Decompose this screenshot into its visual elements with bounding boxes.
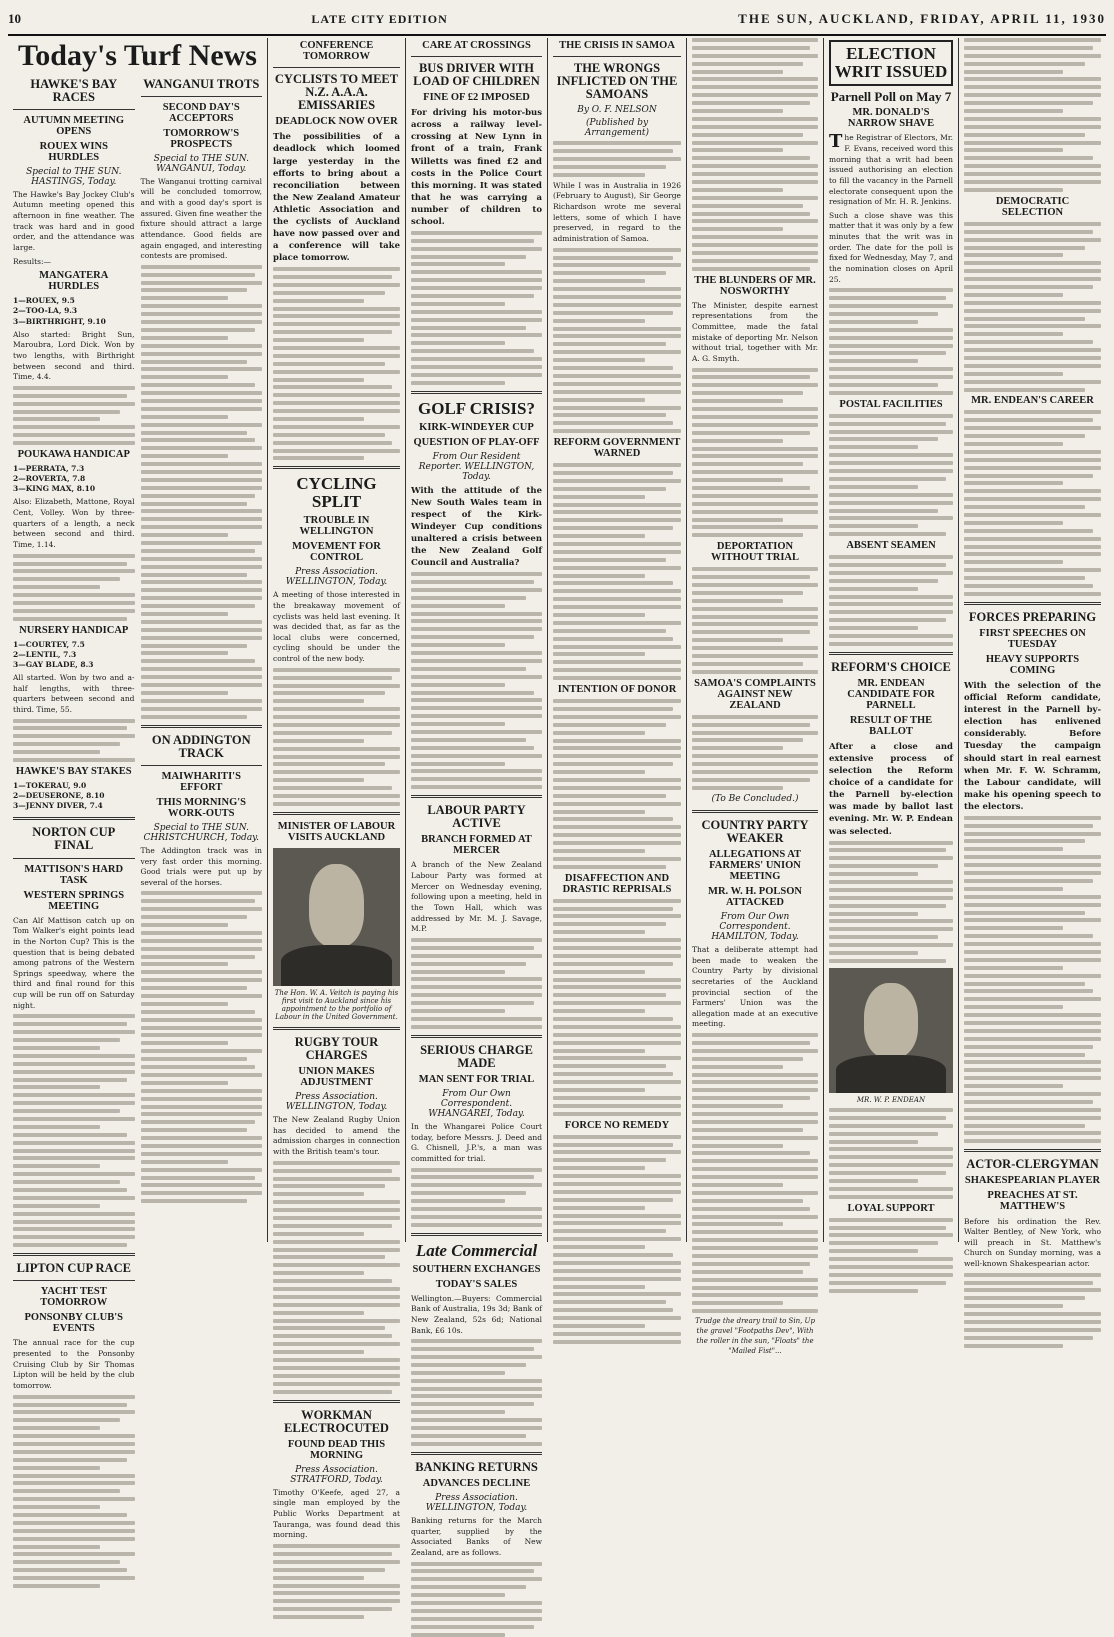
election-section3: MR. ENDEAN'S CAREER — [971, 395, 1094, 407]
serious-dateline: From Our Own Correspondent. WHANGAREI, Today. — [428, 1089, 525, 1120]
stakes-first: 1—TOKERAU, 9.0 — [13, 780, 87, 790]
reform-text-1 — [829, 841, 953, 963]
edition-label: LATE CITY EDITION — [311, 11, 448, 26]
verse: Trudge the dreary trail to Sin, Up the gravel "Footpaths Dev", With the roller in the sun, "Floats" the "Mailed Fist"... — [695, 1317, 815, 1355]
samoa-cont-text-1 — [692, 38, 818, 271]
samoa-text-2 — [553, 463, 681, 680]
serious-sub: MAN SENT FOR TRIAL — [418, 1074, 535, 1085]
election-cont-text-3 — [964, 410, 1101, 595]
samoa-section1: REFORM GOVERNMENT WARNED — [553, 437, 681, 460]
samoa-note: (Published by Arrangement) — [584, 118, 650, 139]
wanganui-title: WANGANUI TROTS — [143, 76, 260, 91]
conference-text — [273, 267, 400, 460]
election-text-2 — [829, 414, 953, 536]
samoa-text-1 — [553, 248, 681, 433]
samoa-section2: INTENTION OF DONOR — [557, 684, 677, 696]
addington-sub2: THIS MORNING'S WORK-OUTS — [156, 796, 247, 819]
turf-column — [8, 38, 268, 1390]
commercial-sub: TODAY'S SALES — [435, 1278, 518, 1290]
actor-sub: SHAKESPEARIAN PLAYER — [964, 1175, 1101, 1187]
norton-body: Can Alf Mattison catch up on Tom Walker's eight points lead in the Norton Cup? This is the question that is being debated among patrons of the Western Springs speedway, where the third and final round for this cup will be run off on Saturday night. — [13, 915, 135, 1010]
country-body: That a deliberate attempt had been made to weaken the Country Party by divisional secretaries of the Auckland provincial section of the Farmers' Union was the allegation made at an executive meeting. — [692, 944, 818, 1029]
conference-sub: DEADLOCK NOW OVER — [275, 116, 398, 128]
race2-title: POUKAWA HANDICAP — [17, 449, 130, 461]
banking-body: Banking returns for the March quarter, supplied by the Associated Banks of New Zealand, are as follows. — [411, 1515, 542, 1557]
samoa-kicker: THE CRISIS IN SAMOA — [559, 40, 675, 51]
lipton-sub2: PONSONBY CLUB'S EVENTS — [24, 1312, 123, 1335]
labour-sub: BRANCH FORMED AT MERCER — [421, 834, 532, 857]
samoa-section3: DISAFFECTION AND DRASTIC REPRISALS — [562, 872, 672, 895]
crossings-text — [411, 231, 542, 385]
paper-title: THE SUN, AUCKLAND, FRIDAY, APRIL 11, 1930 — [738, 11, 1106, 26]
workman-text — [273, 1544, 400, 1619]
cycling-text — [273, 668, 400, 806]
election-text-1 — [829, 288, 953, 395]
rugby-body: The New Zealand Rugby Union has decided to amend the admission charges in connection with the British team's tour. — [273, 1115, 400, 1157]
reform-sub: MR. ENDEAN CANDIDATE FOR PARNELL — [847, 678, 935, 712]
cycling-body: A meeting of those interested in the breakaway movement of cyclists was held last evening. It was decided that, as far as the local clubs were concerned, cycling should be under the control of the new body. — [273, 590, 400, 664]
addington-title: ON ADDINGTON TRACK — [151, 732, 251, 760]
election-body2: Such a close shave was this matter that it was only by a few minutes that the writ was in order. The date for the poll is fixed for Wednesday, May 7, and the nomination closes on April 25. — [829, 210, 953, 284]
reform-section1: LOYAL SUPPORT — [847, 1202, 935, 1214]
banking-title: BANKING RETURNS — [415, 1459, 538, 1474]
nursery-note: All started. Won by two and a-half lengths, with three-quarters between second and third. Time, 55. — [13, 673, 135, 714]
actor-title: ACTOR-CLERGYMAN — [966, 1157, 1099, 1172]
samoa-cont-body: The Minister, despite earnest representations from the Committee, made the fatal mistake of deporting Mr. Nelson without trial, together with Mr. A. G. Smyth. — [692, 300, 818, 363]
stakes-second: 2—DEUSERONE, 8.10 — [13, 791, 105, 801]
election-cont-text-1 — [964, 38, 1101, 192]
nursery-places — [13, 640, 135, 670]
wanganui-body: The Wanganui trotting carnival will be concluded tomorrow, and with a good day's sport is assured. Given fine weather the fixture should attract a large attendance. Good fields are again engaged, and interesting contests are promised. — [140, 176, 262, 261]
forces-text — [964, 816, 1101, 1144]
stakes-title: HAWKE'S BAY STAKES — [15, 765, 132, 777]
commercial-title: SOUTHERN EXCHANGES — [412, 1263, 541, 1275]
norton-sub2: WESTERN SPRINGS MEETING — [23, 889, 125, 912]
election-text-3 — [829, 555, 953, 646]
commercial-body: Wellington.—Buyers: Commercial Bank of Australia, 19s 3d; Bank of New Zealand, 52s 6d; National Bank, £6 10s. — [411, 1293, 542, 1335]
rugby-sub: UNION MAKES ADJUSTMENT — [298, 1066, 375, 1089]
labour-title: LABOUR PARTY ACTIVE — [427, 803, 526, 831]
samoa-section4: FORCE NO REMEDY — [564, 1119, 670, 1131]
samoa-text-3 — [553, 699, 681, 869]
norton-title: NORTON CUP FINAL — [32, 825, 116, 853]
workman-sub: FOUND DEAD THIS MORNING — [287, 1438, 386, 1461]
column-5 — [687, 38, 824, 1355]
wanganui-text — [141, 265, 263, 719]
banking-text — [411, 1562, 542, 1637]
cycling-title: CYCLING SPLIT — [296, 474, 377, 512]
nursery-text — [13, 719, 135, 762]
commercial-text — [411, 1339, 542, 1446]
nursery-title: NURSERY HANDICAP — [19, 624, 129, 636]
election-body1: The Registrar of Electors, Mr. F. Evans, received word this morning that a writ had been issued authorising an election to fill the vacancy in the Parnell electorate consequent upon the resignation of Mr. H. R. Jenkins. — [829, 131, 953, 207]
samoa-text-4 — [553, 899, 681, 1116]
race1-places — [13, 296, 135, 326]
actor-sub2: PREACHES AT ST. MATTHEW'S — [987, 1190, 1078, 1213]
rugby-dateline: Press Association. WELLINGTON, Today. — [285, 1092, 388, 1113]
conference-body: The possibilities of a deadlock which loomed large yesterday in the efforts to bring about a reconciliation between the New Zealand Amateur Athletic Association and the cyclists of Auckland have now passed over and a conference will take place tomorrow. — [273, 132, 400, 264]
lipton-body: The annual race for the cup presented to the Ponsonby Cruising Club by Sir Thomas Lipton will be held by the club tomorrow. — [13, 1338, 135, 1390]
reform-sub2: RESULT OF THE BALLOT — [849, 715, 933, 738]
stakes-places — [13, 781, 135, 811]
lipton-sub1: YACHT TEST TOMORROW — [40, 1286, 108, 1309]
rugby-text — [273, 1161, 400, 1394]
wanganui-sub2: TOMORROW'S PROSPECTS — [163, 127, 240, 150]
samoa-title: THE WRONGS INFLICTED ON THE SAMOANS — [556, 61, 678, 102]
banking-sub: ADVANCES DECLINE — [422, 1477, 531, 1489]
crossings-title: BUS DRIVER WITH LOAD OF CHILDREN — [413, 61, 540, 89]
norton-text — [13, 1014, 135, 1247]
wanganui-dateline: Special to THE SUN. WANGANUI, Today. — [153, 153, 249, 174]
rugby-title: RUGBY TOUR CHARGES — [294, 1034, 379, 1063]
golf-sub: KIRK-WINDEYER CUP — [419, 421, 534, 433]
country-dateline: From Our Own Correspondent. HAMILTON, Today. — [711, 911, 799, 942]
samoa-cont-text-3 — [692, 567, 818, 674]
labour-body: A branch of the New Zealand Labour Party was formed at Mercer on Wednesday evening, following upon a meeting, held in the Town Hall, which was addressed by Mr. M. J. Savage, M.P. — [411, 860, 542, 934]
election-title: ELECTION WRIT ISSUED — [829, 40, 953, 86]
addington-text — [141, 891, 263, 1203]
reform-text-2 — [829, 1108, 953, 1199]
race1-first: 1—ROUEX, 9.5 — [13, 296, 75, 306]
race2-second: 2—ROVERTA, 7.8 — [13, 474, 86, 484]
column-7 — [959, 38, 1106, 1269]
golf-sub2: QUESTION OF PLAY-OFF — [413, 436, 540, 448]
lipton-title: LIPTON CUP RACE — [16, 1261, 131, 1276]
workman-title: WORKMAN ELECTROCUTED — [284, 1407, 389, 1435]
commercial-label: Late Commercial — [415, 1240, 538, 1260]
reform-title: REFORM'S CHOICE — [831, 659, 951, 674]
hawkes-bay-sub2: ROUEX WINS HURDLES — [39, 140, 108, 163]
golf-text — [411, 572, 542, 789]
stakes-third: 3—JENNY DIVER, 7.4 — [13, 801, 103, 811]
addington-dateline: Special to THE SUN. CHRISTCHURCH, Today. — [143, 822, 259, 843]
actor-text — [964, 1273, 1101, 1348]
election-sub: Parnell Poll on May 7 — [830, 88, 952, 104]
reform-body: After a close and extensive process of selection the Reform choice of a candidate for the Parnell by-election was made by ballot last evening. Mr. W. P. Endean was selected. — [829, 742, 953, 837]
samoa-cont-section3: SAMOA'S COMPLAINTS AGAINST NEW ZEALAND — [694, 677, 816, 711]
addington-sub1: MAIWHARITI'S EFFORT — [161, 770, 241, 793]
forces-body: With the selection of the official Reform candidate, interest in the Parnell by-election has enlivened considerably. Before Tuesday the campaign should start in real earnest when Mr. F. W. Schramm, the Labour candidate, will make his opening speech to the electors. — [964, 681, 1101, 812]
page-number: 10 — [8, 11, 21, 26]
cycling-dateline: Press Association. WELLINGTON, Today. — [285, 567, 388, 588]
race1-third: 3—BIRTHRIGHT, 9.10 — [13, 316, 106, 326]
race1-note: Also started: Bright Sun, Maroubra, Lord Dick. Won by two lengths, with Birthright between second and third. Time, 4.4. — [13, 329, 135, 382]
race2-third: 3—KING MAX, 8.10 — [13, 484, 96, 494]
golf-title: GOLF CRISIS? — [418, 398, 535, 418]
crossings-sub: FINE OF £2 IMPOSED — [423, 92, 530, 104]
crossings-kicker: CARE AT CROSSINGS — [422, 40, 531, 51]
minister-caption: The Hon. W. A. Veitch is paying his first visit to Auckland since his appointment to the portfolio of Labour in the United Government. — [274, 988, 399, 1021]
serious-title: SERIOUS CHARGE MADE — [420, 1042, 533, 1070]
workman-dateline: Press Association. STRATFORD, Today. — [290, 1464, 383, 1485]
race2-first: 1—PERRATA, 7.3 — [13, 464, 85, 474]
election-section4: ABSENT SEAMEN — [846, 540, 936, 552]
forces-title: FORCES PREPARING — [968, 609, 1097, 624]
actor-body: Before his ordination the Rev. Walter Bentley, of New York, who will preach in St. Matthew's Church on Sunday morning, was a well-known Shakespearian actor. — [964, 1216, 1101, 1269]
election-section2: DEMOCRATIC SELECTION — [995, 195, 1070, 218]
workman-body: Timothy O'Keefe, aged 27, a single man employed by the Public Works Department at Tauranga, was found dead this morning. — [273, 1487, 400, 1540]
country-title: COUNTRY PARTY WEAKER — [701, 817, 809, 845]
samoa-cont-end: (To Be Concluded.) — [711, 793, 799, 804]
samoa-cont-text-4 — [692, 715, 818, 790]
country-sub: ALLEGATIONS AT FARMERS' UNION MEETING — [708, 848, 802, 882]
endean-caption: MR. W. P. ENDEAN — [856, 1095, 926, 1104]
reform-text-3 — [829, 1218, 953, 1293]
cycling-sub: TROUBLE IN WELLINGTON — [299, 515, 374, 538]
norton-sub1: MATTISON'S HARD TASK — [24, 863, 124, 886]
nursery-third: 3—GAY BLADE, 8.3 — [13, 659, 94, 669]
country-sub2: MR. W. H. POLSON ATTACKED — [708, 885, 802, 908]
samoa-cont-text-2 — [692, 368, 818, 538]
election-section1: POSTAL FACILITIES — [839, 398, 943, 410]
hawkes-bay-article — [13, 76, 135, 1592]
samoa-text-5 — [553, 1135, 681, 1344]
results-label: Results:— — [13, 256, 52, 266]
race2-text — [13, 554, 135, 621]
banking-dateline: Press Association. WELLINGTON, Today. — [425, 1492, 528, 1513]
serious-body: In the Whangarei Police Court today, before Messrs. J. Deed and G. Chisnell, J.P.'s, a man was committed for trial. — [411, 1122, 542, 1163]
serious-text — [411, 1168, 542, 1227]
race1-text — [13, 386, 135, 445]
golf-body: With the attitude of the New South Wales team in respect of the Kirk-Windeyer Cup conditions unaltered a crisis between the New Zealand Golf Council and Australia? — [411, 485, 542, 569]
lipton-text — [13, 1395, 135, 1588]
cycling-sub2: MOVEMENT FOR CONTROL — [292, 541, 381, 564]
crossings-body: For driving his motor-bus across a railway level-crossing at New Lynn in front of a train, Frank Willetts was fined £2 and costs in the Police Court this morning. It was stated that he was carrying a number of children to school. — [411, 108, 542, 227]
wanganui-article — [141, 76, 263, 1592]
conference-title: CYCLISTS TO MEET N.Z. A.A.A. EMISSARIES — [274, 72, 399, 113]
masthead — [8, 4, 1106, 36]
hawkes-bay-title: HAWKE'S BAY RACES — [30, 76, 118, 104]
election-cont-text-2 — [964, 222, 1101, 392]
column-4 — [548, 38, 687, 1242]
minister-title: MINISTER OF LABOUR VISITS AUCKLAND — [277, 820, 396, 843]
samoa-body: While I was in Australia in 1926 (February to August), Sir George Richardson wrote me several letters, some of which I have preserved, in regard to the administration of Samoa. — [553, 180, 681, 244]
forces-sub: FIRST SPEECHES ON TUESDAY — [979, 628, 1086, 651]
election-sub2: MR. DONALD'S NARROW SHAVE — [847, 107, 935, 130]
race1-title: MANGATERA HURDLES — [39, 270, 109, 293]
turf-headline: Today's Turf News — [18, 39, 257, 72]
forces-sub2: HEAVY SUPPORTS COMING — [985, 654, 1080, 677]
columns — [8, 38, 1106, 1557]
samoa-cont-section2: DEPORTATION WITHOUT TRIAL — [710, 541, 799, 564]
labour-text — [411, 938, 542, 1029]
column-3 — [406, 38, 548, 1557]
samoa-intro-text — [553, 141, 681, 177]
samoa-cont-section1: THE BLUNDERS OF MR. NOSWORTHY — [694, 274, 816, 297]
endean-photo — [829, 968, 953, 1093]
golf-dateline: From Our Resident Reporter. WELLINGTON, Today. — [418, 451, 535, 482]
race2-places — [13, 464, 135, 494]
addington-body: The Addington track was in very fast order this morning. Good trials were put up by several of the horses. — [140, 845, 262, 887]
conference-kicker: CONFERENCE TOMORROW — [299, 40, 374, 63]
column-2 — [268, 38, 406, 1540]
nursery-second: 2—LENTIL, 7.3 — [13, 649, 77, 659]
minister-photo — [273, 848, 400, 986]
country-text — [692, 1033, 818, 1313]
column-6 — [824, 38, 959, 1242]
hawkes-bay-dateline: Special to THE SUN. HASTINGS, Today. — [26, 166, 122, 187]
race2-note: Also: Elizabeth, Mattone, Royal Cent, Volley. Won by three-quarters of a length, a neck between second and third. Time, 1.14. — [13, 497, 135, 549]
wanganui-sub1: SECOND DAY'S ACCEPTORS — [162, 101, 240, 124]
hawkes-bay-sub1: AUTUMN MEETING OPENS — [23, 114, 125, 137]
samoa-byline: By O. F. NELSON — [577, 105, 657, 116]
hawkes-bay-intro: The Hawke's Bay Jockey Club's Autumn meeting opened this afternoon in fine weather. The track was hard and in good order, and the attendance was large. — [13, 189, 135, 253]
nursery-first: 1—COURTEY, 7.5 — [13, 639, 85, 649]
race1-second: 2—TOO-LA, 9.3 — [13, 306, 78, 316]
